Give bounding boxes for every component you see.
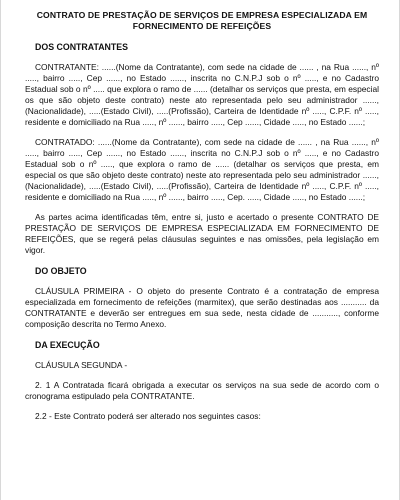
paragraph-partes: As partes acima identificadas têm, entre si, justo e acertado o presente CONTRATO DE PRESTAÇÃO DE SERVIÇOS DE EMPRESA ESPECIALIZADA EM FORNECIMENTO DE REFEIÇÕES, que se regerá pelas cláusulas seguintes e nas omissões, pela legislação em vigor. xyxy=(25,212,379,255)
paragraph-item-2-1: 2. 1 A Contratada ficará obrigada a executar os serviços na sua sede de acordo com o cronograma estipulado pela CONTRATANTE. xyxy=(25,380,379,401)
section-heading-contratantes: DOS CONTRATANTES xyxy=(35,42,129,52)
paragraph-contratante: CONTRATANTE: ......(Nome da Contratante), com sede na cidade de ...... , na Rua ......, nº ....., bairro ....., Cep ......, no Estado ......, inscrita no C.N.P.J sob o nº ....., e no Cadastro Estadual sob o nº ..... que explora o ramo de ...... (detalhar os serviços que presta, em especial os que são objeto deste contrato) neste ato representada pelo seu administrador ......, (Nacionalidade), .....(Estado Civil), .....(Profissão), Carteira de Identidade nº ....., C.P.F. nº ....., residente e domiciliado na Rua ....., nº ......, bairro ....., Cep ......, Cidade ....., no Estado ......; xyxy=(25,62,379,127)
paragraph-item-2-2: 2.2 - Este Contrato poderá ser alterado nos seguintes casos: xyxy=(35,411,261,421)
document-title: CONTRATO DE PRESTAÇÃO DE SERVIÇOS DE EMPRESA ESPECIALIZADA EM FORNECIMENTO DE REFEIÇÕES xyxy=(36,10,368,31)
section-heading-execucao: DA EXECUÇÃO xyxy=(35,340,100,350)
paragraph-clausula-primeira: CLÁUSULA PRIMEIRA - O objeto do presente Contrato é a contratação de empresa especializada em fornecimento de refeições (marmitex), que serão destinadas aos ........... da CONTRATANTE e deverão ser entregues em sua sede, nesta cidade de ..........., conforme composição descrita no Termo Anexo. xyxy=(25,286,379,329)
paragraph-contratado: CONTRATADO: ......(Nome da Contratante), com sede na cidade de ...... , na Rua ......, nº ....., bairro ....., Cep ......, no Estado ......, inscrita no C.N.P.J sob o nº ....., e no Cadastro Estadual sob o nº ....., que explora o ramo de ...... (detalhar os serviços que presta, em especial os que são objeto deste contrato) neste ato representada pelo seu administrador ......, (Nacionalidade), .....(Estado Civil), .....(Profissão), Carteira de Identidade nº ....., C.P.F. nº ....., residente e domiciliado na Rua ....., nº ......, bairro ....., Cep. ....., Cidade ....., no Estado ......; xyxy=(25,137,379,202)
section-heading-objeto: DO OBJETO xyxy=(35,266,87,276)
paragraph-clausula-segunda: CLÁUSULA SEGUNDA - xyxy=(35,360,128,370)
